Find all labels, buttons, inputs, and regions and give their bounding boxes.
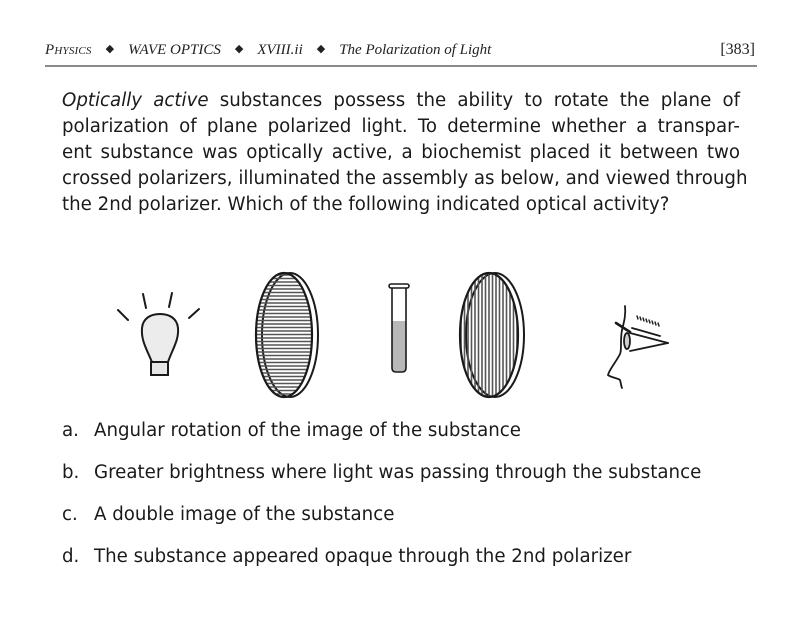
test-tube-icon xyxy=(389,284,409,372)
option-letter: b. xyxy=(62,462,80,483)
question-line: Optically active substances possess the ability to rotate the plane of xyxy=(62,90,740,111)
option-d[interactable] xyxy=(62,546,631,567)
horizontal-polarizer-icon xyxy=(250,273,320,397)
question-line: ent substance was optically active, a biochemist placed it between two xyxy=(62,142,740,163)
bullet-icon: ◆ xyxy=(105,43,115,55)
option-text: A double image of the substance xyxy=(94,504,395,525)
page-number: [383] xyxy=(720,41,755,58)
question-line: the 2nd polarizer. Which of the following indicated optical activity? xyxy=(62,194,670,215)
light-bulb-icon xyxy=(118,293,199,375)
header-subject: Physics xyxy=(45,42,92,58)
header-chapter: WAVE OPTICS xyxy=(128,42,221,58)
observer-eye-icon xyxy=(608,306,668,388)
header-topic: The Polarization of Light xyxy=(339,42,492,58)
vertical-polarizer-icon xyxy=(460,270,524,400)
question-line: crossed polarizers, illuminated the assembly as below, and viewed through xyxy=(62,168,748,189)
option-text: The substance appeared opaque through the 2nd polarizer xyxy=(94,546,632,567)
question-line: polarization of plane polarized light. To determine whether a transpar- xyxy=(62,116,740,137)
option-text: Greater brightness where light was passing through the substance xyxy=(94,462,702,483)
option-a[interactable] xyxy=(62,420,521,441)
option-text: Angular rotation of the image of the substance xyxy=(94,420,521,441)
emphasis-term: Optically active xyxy=(62,90,209,111)
option-b[interactable] xyxy=(62,462,701,483)
option-letter: d. xyxy=(62,546,80,567)
bullet-icon: ◆ xyxy=(234,43,244,55)
header-section: XVIII.ii xyxy=(257,42,303,58)
option-letter: a. xyxy=(62,420,79,441)
option-letter: c. xyxy=(62,504,78,525)
bullet-icon: ◆ xyxy=(316,43,326,55)
option-c[interactable] xyxy=(62,504,394,525)
